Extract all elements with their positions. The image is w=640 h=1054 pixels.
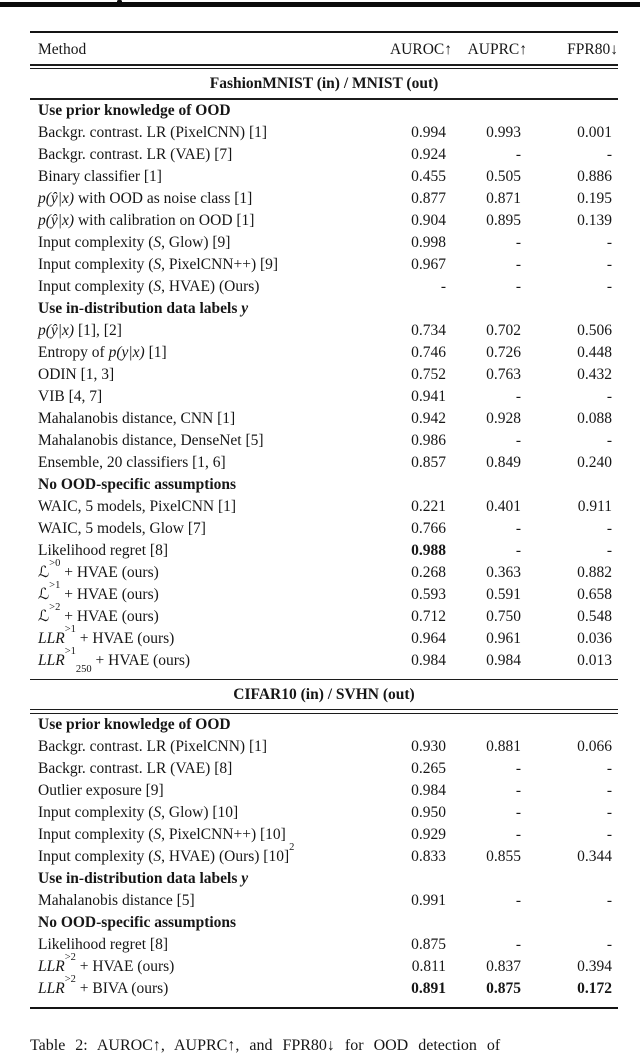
group-header — [30, 868, 618, 890]
table-row — [30, 386, 618, 408]
auroc-cell: 0.811 — [411, 957, 446, 975]
column-header-auprc: AUPRC↑ — [467, 41, 527, 59]
table-row — [30, 518, 618, 540]
fpr80-cell: - — [606, 759, 612, 777]
dataset-banner: FashionMNIST (in) / MNIST (out) — [209, 74, 439, 92]
auprc-cell: 0.961 — [486, 629, 521, 647]
table-row — [30, 890, 618, 912]
table-row — [30, 408, 618, 430]
bottom-gap — [30, 1000, 618, 1007]
table-row — [30, 144, 618, 166]
fpr80-cell: - — [606, 519, 612, 537]
auroc-cell: 0.877 — [411, 189, 446, 207]
table-row — [30, 210, 618, 232]
auprc-cell: - — [515, 541, 521, 559]
auprc-cell: - — [515, 935, 521, 953]
table-row — [30, 166, 618, 188]
fpr80-cell: 0.882 — [577, 563, 612, 581]
fpr80-cell: 0.013 — [577, 651, 612, 669]
auprc-cell: 0.855 — [486, 847, 521, 865]
table-row — [30, 623, 618, 650]
auroc-cell: 0.967 — [411, 255, 446, 273]
fpr80-cell: - — [606, 935, 612, 953]
auroc-cell: 0.857 — [411, 453, 446, 471]
fpr80-cell: 0.448 — [577, 343, 612, 361]
table-row — [30, 452, 618, 474]
method-cell: Backgr. contrast. LR (PixelCNN) [1] — [38, 737, 268, 755]
table-row — [30, 254, 618, 276]
auroc-cell: 0.221 — [411, 497, 446, 515]
table-row — [30, 934, 618, 956]
table-caption: Table 2: AUROC↑, AUPRC↑, and FPR80↓ for OOD detection of — [30, 1037, 501, 1054]
table-row — [30, 496, 618, 518]
auroc-cell: 0.964 — [411, 629, 446, 647]
method-cell: WAIC, 5 models, Glow [7] — [38, 519, 206, 537]
fpr80-cell: 0.886 — [577, 167, 612, 185]
auprc-cell: 0.993 — [486, 123, 521, 141]
method-cell: Backgr. contrast. LR (VAE) [7] — [38, 145, 233, 163]
fpr80-cell: 0.172 — [577, 979, 612, 997]
auroc-cell: 0.991 — [411, 891, 446, 909]
table-row — [30, 122, 618, 144]
method-cell: $LLR^{>2}$ + BIVA (ours) — [38, 973, 169, 997]
auroc-cell: 0.984 — [411, 651, 446, 669]
group-header — [30, 298, 618, 320]
auprc-cell: - — [515, 891, 521, 909]
group-header — [30, 474, 618, 496]
fpr80-cell: - — [606, 541, 612, 559]
auprc-cell: 0.505 — [486, 167, 521, 185]
method-cell: $LLR^{>1}$ + HVAE (ours) — [38, 623, 175, 647]
auprc-cell: 0.591 — [486, 585, 521, 603]
method-cell: Mahalanobis distance, DenseNet [5] — [38, 431, 264, 449]
auroc-cell: - — [440, 277, 446, 295]
auprc-cell: 0.750 — [486, 607, 521, 625]
auroc-cell: 0.984 — [411, 781, 446, 799]
auprc-cell: 0.401 — [486, 497, 521, 515]
fpr80-cell: - — [606, 233, 612, 251]
fpr80-cell: 0.139 — [577, 211, 612, 229]
results-table — [30, 31, 618, 1009]
auroc-cell: 0.929 — [411, 825, 446, 843]
table-row — [30, 557, 618, 584]
auroc-cell: 0.930 — [411, 737, 446, 755]
method-cell: p(ŷ|x) with OOD as noise class [1] — [38, 189, 253, 207]
table-row — [30, 342, 618, 364]
method-cell: ℒ$^{>2}$ + HVAE (ours) — [38, 601, 159, 625]
auroc-cell: 0.986 — [411, 431, 446, 449]
auprc-cell: 0.895 — [486, 211, 521, 229]
fpr80-cell: - — [606, 387, 612, 405]
auprc-cell: 0.363 — [486, 563, 521, 581]
method-cell: VIB [4, 7] — [38, 387, 103, 405]
method-cell: Entropy of p(y|x) [1] — [38, 343, 167, 361]
table-row — [30, 802, 618, 824]
auprc-cell: 0.928 — [486, 409, 521, 427]
method-cell: ODIN [1, 3] — [38, 365, 115, 383]
method-cell: $LLR^{>1}_{250}$ + HVAE (ours) — [38, 645, 191, 675]
fpr80-cell: - — [606, 431, 612, 449]
fpr80-cell: 0.658 — [577, 585, 612, 603]
fpr80-cell: 0.394 — [577, 957, 612, 975]
table-row — [30, 841, 618, 868]
column-header-method: Method — [38, 41, 87, 59]
auprc-cell: - — [515, 145, 521, 163]
auprc-cell: 0.726 — [486, 343, 521, 361]
auprc-cell: - — [515, 431, 521, 449]
fpr80-cell: 0.036 — [577, 629, 612, 647]
section-gap — [30, 672, 618, 679]
auroc-cell: 0.268 — [411, 563, 446, 581]
auroc-cell: 0.752 — [411, 365, 446, 383]
method-cell: Input complexity (S, Glow) [9] — [38, 233, 231, 251]
group-header-label: No OOD-specific assumptions — [38, 913, 237, 931]
method-cell: Mahalanobis distance, CNN [1] — [38, 409, 236, 427]
table-row — [30, 758, 618, 780]
auroc-cell: 0.950 — [411, 803, 446, 821]
table-bottom-rule — [30, 1007, 618, 1009]
method-cell: ℒ$^{>0}$ + HVAE (ours) — [38, 557, 159, 581]
method-cell: Input complexity (S, PixelCNN++) [9] — [38, 255, 279, 273]
method-cell: WAIC, 5 models, PixelCNN [1] — [38, 497, 237, 515]
auroc-cell: 0.891 — [411, 979, 446, 997]
auprc-cell: - — [515, 825, 521, 843]
column-header-fpr80: FPR80↓ — [567, 41, 618, 59]
auroc-cell: 0.904 — [411, 211, 446, 229]
auprc-cell: - — [515, 233, 521, 251]
auroc-cell: 0.265 — [411, 759, 446, 777]
method-cell: Backgr. contrast. LR (VAE) [8] — [38, 759, 233, 777]
auprc-cell: 0.849 — [486, 453, 521, 471]
group-header-label: No OOD-specific assumptions — [38, 475, 237, 493]
auroc-cell: 0.875 — [411, 935, 446, 953]
method-cell: Binary classifier [1] — [38, 167, 162, 185]
method-cell: Outlier exposure [9] — [38, 781, 164, 799]
auprc-cell: - — [515, 803, 521, 821]
table-body — [30, 69, 618, 1009]
page-edge-rule — [0, 2, 640, 7]
auprc-cell: - — [515, 255, 521, 273]
method-cell: Input complexity (S, HVAE) (Ours) $[10]^2$ — [38, 841, 295, 865]
table-row — [30, 824, 618, 846]
auroc-cell: 0.746 — [411, 343, 446, 361]
group-header — [30, 912, 618, 934]
auprc-cell: - — [515, 781, 521, 799]
fpr80-cell: 0.344 — [577, 847, 612, 865]
auroc-cell: 0.941 — [411, 387, 446, 405]
group-header-label: Use prior knowledge of OOD — [38, 101, 231, 119]
auroc-cell: 0.712 — [411, 607, 446, 625]
table-row — [30, 188, 618, 210]
fpr80-cell: 0.088 — [577, 409, 612, 427]
fpr80-cell: - — [606, 277, 612, 295]
auroc-cell: 0.593 — [411, 585, 446, 603]
method-cell: Input complexity (S, PixelCNN++) [10] — [38, 825, 286, 843]
auroc-cell: 0.998 — [411, 233, 446, 251]
auroc-cell: 0.734 — [411, 321, 446, 339]
auroc-cell: 0.988 — [411, 541, 446, 559]
auprc-cell: - — [515, 277, 521, 295]
auroc-cell: 0.924 — [411, 145, 446, 163]
method-cell: p(ŷ|x) with calibration on OOD [1] — [38, 211, 255, 229]
method-cell: Likelihood regret [8] — [38, 541, 168, 559]
method-cell: Backgr. contrast. LR (PixelCNN) [1] — [38, 123, 268, 141]
table-row — [30, 736, 618, 758]
auprc-cell: 0.881 — [486, 737, 521, 755]
method-cell: Input complexity (S, Glow) [10] — [38, 803, 239, 821]
table-header-row — [30, 33, 618, 64]
method-cell: p(ŷ|x) [1], [2] — [38, 321, 122, 339]
fpr80-cell: - — [606, 255, 612, 273]
column-header-auroc: AUROC↑ — [389, 41, 452, 59]
table-row — [30, 232, 618, 254]
auprc-cell: 0.984 — [486, 651, 521, 669]
fpr80-cell: - — [606, 891, 612, 909]
auprc-cell: - — [515, 387, 521, 405]
method-cell: Mahalanobis distance [5] — [38, 891, 195, 909]
fpr80-cell: 0.195 — [577, 189, 612, 207]
auprc-cell: 0.763 — [486, 365, 521, 383]
table-row — [30, 951, 618, 978]
table-row — [30, 601, 618, 628]
method-cell: $LLR^{>2}$ + HVAE (ours) — [38, 951, 175, 975]
fpr80-cell: 0.548 — [577, 607, 612, 625]
auroc-cell: 0.833 — [411, 847, 446, 865]
table-row — [30, 540, 618, 562]
method-cell: Input complexity (S, HVAE) (Ours) — [38, 277, 260, 295]
auprc-cell: - — [515, 519, 521, 537]
auroc-cell: 0.994 — [411, 123, 446, 141]
fpr80-cell: - — [606, 825, 612, 843]
method-cell: Ensemble, 20 classifiers [1, 6] — [38, 453, 226, 471]
group-header — [30, 714, 618, 736]
fpr80-cell: - — [606, 781, 612, 799]
table-row — [30, 645, 618, 675]
method-cell: Likelihood regret [8] — [38, 935, 168, 953]
auprc-cell: - — [515, 759, 521, 777]
auprc-cell: 0.871 — [486, 189, 521, 207]
fpr80-cell: 0.240 — [577, 453, 612, 471]
fpr80-cell: 0.066 — [577, 737, 612, 755]
fpr80-cell: 0.001 — [577, 123, 612, 141]
table-row — [30, 320, 618, 342]
method-cell: ℒ$^{>1}$ + HVAE (ours) — [38, 579, 159, 603]
group-header — [30, 100, 618, 122]
group-header-label: Use prior knowledge of OOD — [38, 715, 231, 733]
auprc-cell: 0.837 — [486, 957, 521, 975]
auroc-cell: 0.942 — [411, 409, 446, 427]
dataset-banner: CIFAR10 (in) / SVHN (out) — [233, 686, 415, 704]
auroc-cell: 0.766 — [411, 519, 446, 537]
table-row — [30, 973, 618, 1000]
table-row — [30, 276, 618, 298]
table-row — [30, 430, 618, 452]
fpr80-cell: 0.506 — [577, 321, 612, 339]
group-header-label: Use in-distribution data labels y — [38, 869, 249, 887]
group-header-label: Use in-distribution data labels y — [38, 299, 249, 317]
fpr80-cell: - — [606, 803, 612, 821]
auprc-cell: 0.702 — [486, 321, 521, 339]
table-row — [30, 579, 618, 606]
auprc-cell: 0.875 — [486, 979, 521, 997]
fpr80-cell: - — [606, 145, 612, 163]
auroc-cell: 0.455 — [411, 167, 446, 185]
fpr80-cell: 0.432 — [577, 365, 612, 383]
table-row — [30, 780, 618, 802]
table-row — [30, 364, 618, 386]
fpr80-cell: 0.911 — [577, 497, 612, 515]
